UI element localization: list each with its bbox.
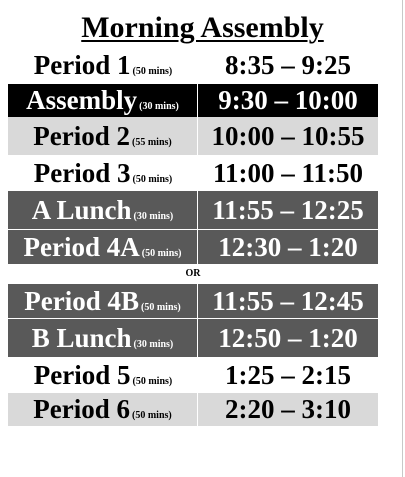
- schedule-rows-bottom: [8, 284, 378, 426]
- period-label-group: [33, 121, 171, 152]
- period-duration: (50 mins): [132, 173, 173, 185]
- period-name-cell: [8, 393, 198, 426]
- period-name-cell: [8, 319, 198, 357]
- period-name-cell: [8, 284, 198, 318]
- period-duration: (50 mins): [141, 247, 182, 259]
- period-name: A Lunch: [31, 194, 132, 225]
- period-time: 1:25 – 2:15: [225, 359, 351, 390]
- period-time: 12:30 – 1:20: [218, 231, 358, 262]
- period-name: Period 1: [33, 50, 131, 80]
- period-label-group: [32, 195, 174, 226]
- period-name-cell: [8, 155, 198, 191]
- period-time: 8:35 – 9:25: [225, 50, 351, 80]
- period-time: 11:55 – 12:25: [212, 194, 364, 225]
- period-name: B Lunch: [31, 322, 132, 353]
- period-time: 10:00 – 10:55: [211, 120, 365, 151]
- period-label-group: [24, 232, 182, 263]
- period-name-cell: [8, 117, 198, 155]
- period-name-cell: [8, 84, 198, 117]
- period-label-group: [24, 286, 180, 317]
- schedule-row: [8, 84, 378, 117]
- period-duration: (50 mins): [141, 301, 181, 313]
- period-name: Period 3: [33, 157, 131, 188]
- period-name: Period 6: [33, 394, 130, 424]
- period-time: 9:30 – 10:00: [218, 85, 358, 115]
- schedule-row: [8, 117, 378, 155]
- period-duration: (50 mins): [132, 66, 173, 77]
- period-name-cell: [8, 230, 198, 264]
- period-name-cell: [8, 191, 198, 229]
- period-name: Period 4A: [23, 231, 140, 262]
- schedule-row: [8, 47, 378, 84]
- schedule-row: [8, 229, 378, 264]
- page-right-border: [402, 0, 403, 477]
- period-duration: (30 mins): [133, 210, 174, 222]
- or-separator: OR: [8, 264, 378, 284]
- schedule-row: [8, 357, 378, 393]
- period-name-cell: [8, 357, 198, 393]
- period-label-group: [26, 85, 179, 116]
- period-time: 12:50 – 1:20: [218, 322, 358, 353]
- page-title: Morning Assembly: [81, 11, 324, 44]
- period-name: Period 4B: [24, 285, 139, 316]
- schedule-table: [8, 47, 378, 426]
- schedule-row: [8, 393, 378, 426]
- schedule-rows-top: [8, 47, 378, 264]
- period-name: Period 2: [33, 120, 130, 151]
- period-time: 11:00 – 11:50: [212, 157, 363, 188]
- period-name: Assembly: [26, 85, 138, 115]
- schedule-row: [8, 155, 378, 191]
- period-duration: (50 mins): [132, 375, 173, 387]
- period-name-cell: [8, 47, 198, 84]
- schedule-row: [8, 318, 378, 357]
- period-duration: (30 mins): [139, 101, 179, 112]
- period-label-group: [33, 394, 171, 425]
- period-time: 11:55 – 12:45: [212, 285, 364, 316]
- period-label-group: [34, 50, 172, 81]
- period-duration: (55 mins): [132, 136, 172, 148]
- period-duration: (50 mins): [132, 410, 172, 421]
- period-time: 2:20 – 3:10: [225, 394, 351, 424]
- period-duration: (30 mins): [133, 338, 174, 350]
- period-name: Period 5: [33, 359, 131, 390]
- period-label-group: [34, 158, 172, 189]
- period-label-group: [34, 360, 172, 391]
- schedule-row: [8, 191, 378, 229]
- period-label-group: [32, 323, 174, 354]
- schedule-row: [8, 284, 378, 318]
